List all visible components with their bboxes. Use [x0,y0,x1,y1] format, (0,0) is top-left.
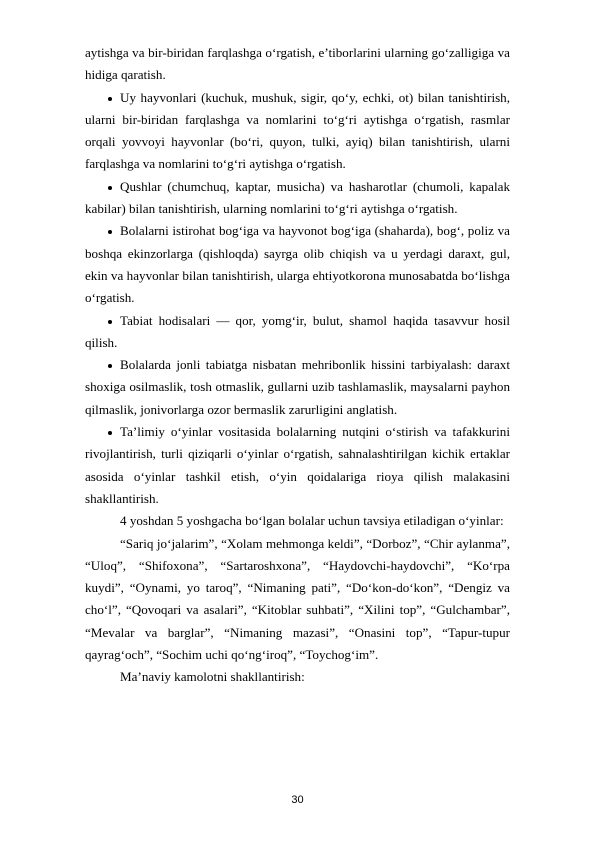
bullet-icon [108,186,112,190]
paragraph-recommended-games-heading: 4 yoshdan 5 yoshgacha bo‘lgan bolalar uchun tavsiya etiladigan o‘yinlar: [120,513,504,529]
bullet-text: Bolalarni istirohat bog‘iga va hayvonot bog‘iga (shaharda), bog‘, poliz va boshqa ekinzorlarga (qishloqda) sayrga olib chiqish va u yerdagi daraxt, gul, ekin va hayvonlar bilan tanishtirish, ularga ehtiyotkorona munosabatda bo‘lishga o‘rgatish. [85,223,510,306]
bullet-text: Bolalarda jonli tabiatga nisbatan mehribonlik hissini tarbiyalash: daraxt shoxiga osilmaslik, tosh otmaslik, gullarni uzib tashlamaslik, maysalarni payhon qilmaslik, jonivorlarga ozor bermaslik zarurligini anglatish. [85,357,510,417]
bullet-item-educational-games [85,421,510,510]
bullet-item-domestic-animals [85,87,510,176]
bullet-text: Ta’limiy o‘yinlar vositasida bolalarning nutqini o‘stirish va tafakkurini rivojlantirish, turli qiziqarli o‘yinlar o‘rgatish, sahnalashtirilgan kichik ertaklar asosida o‘yinlar tashkil etish, o‘yin qoidalariga rioya qilish malakasini shakllantirish. [85,424,510,506]
bullet-text: Tabiat hodisalari — qor, yomg‘ir, bulut, shamol haqida tasavvur hosil qilish. [85,312,510,350]
paragraph-spiritual-development: Ma’naviy kamolotni shakllantirish: [120,669,305,685]
bullet-item-kindness [85,354,510,421]
bullet-icon [108,97,112,101]
bullet-icon [108,431,112,435]
bullet-text: Qushlar (chumchuq, kaptar, musicha) va hasharotlar (chumoli, kapalak kabilar) bilan tanishtirish, ularning nomlarini to‘g‘ri aytishga o‘rgatish. [85,178,510,217]
bullet-icon [108,320,112,324]
paragraph-games-list: “Sariq jo‘jalarim”, “Xolam mehmonga keldi”, “Dorboz”, “Chir aylanma”, “Uloq”, “Shifoxona”, “Sartaroshxona”, “Haydovchi-haydovchi”, “Ko‘rpa kuydi”, “Oynami, yo taroq”, “Nimaning pati”, “Do‘kon-do‘kon”, “Dengiz va cho‘l”, “Qovoqari va asalari”, “Kitoblar suhbati”, “Xilini top”, “Gulchambar”, “Mevalar va barglar”, “Nimaning mazasi”, “Onasini top”, “Tapur-tupur qayrag‘och”, “Sochim uchi qo‘ng‘iroq”, “Toychog‘im”. [85,535,510,663]
bullet-text: Uy hayvonlari (kuchuk, mushuk, sigir, qo‘y, echki, ot) bilan tanishtirish, ularni bir-biridan farqlashga va nomlarini to‘g‘ri aytishga o‘rgatish, rasmlar orqali yovvoyi hayvonlar (bo‘ri, quyon, tulki, ayiq) bilan tanishtirish, ularni farqlashga va nomlarini to‘g‘ri aytishga o‘rgatish. [85,89,510,172]
bullet-icon [108,230,112,234]
bullet-item-birds-insects [85,176,510,221]
bullet-item-park-visits [85,220,510,309]
page-number: 30 [291,794,304,806]
document-page [85,42,510,689]
bullet-icon [108,364,112,368]
bullet-item-nature-phenomena [85,310,510,355]
paragraph-continuation: aytishga va bir-biridan farqlashga o‘rgatish, e’tiborlarini ularning go‘zalligiga va hidiga qaratish. [85,45,510,83]
